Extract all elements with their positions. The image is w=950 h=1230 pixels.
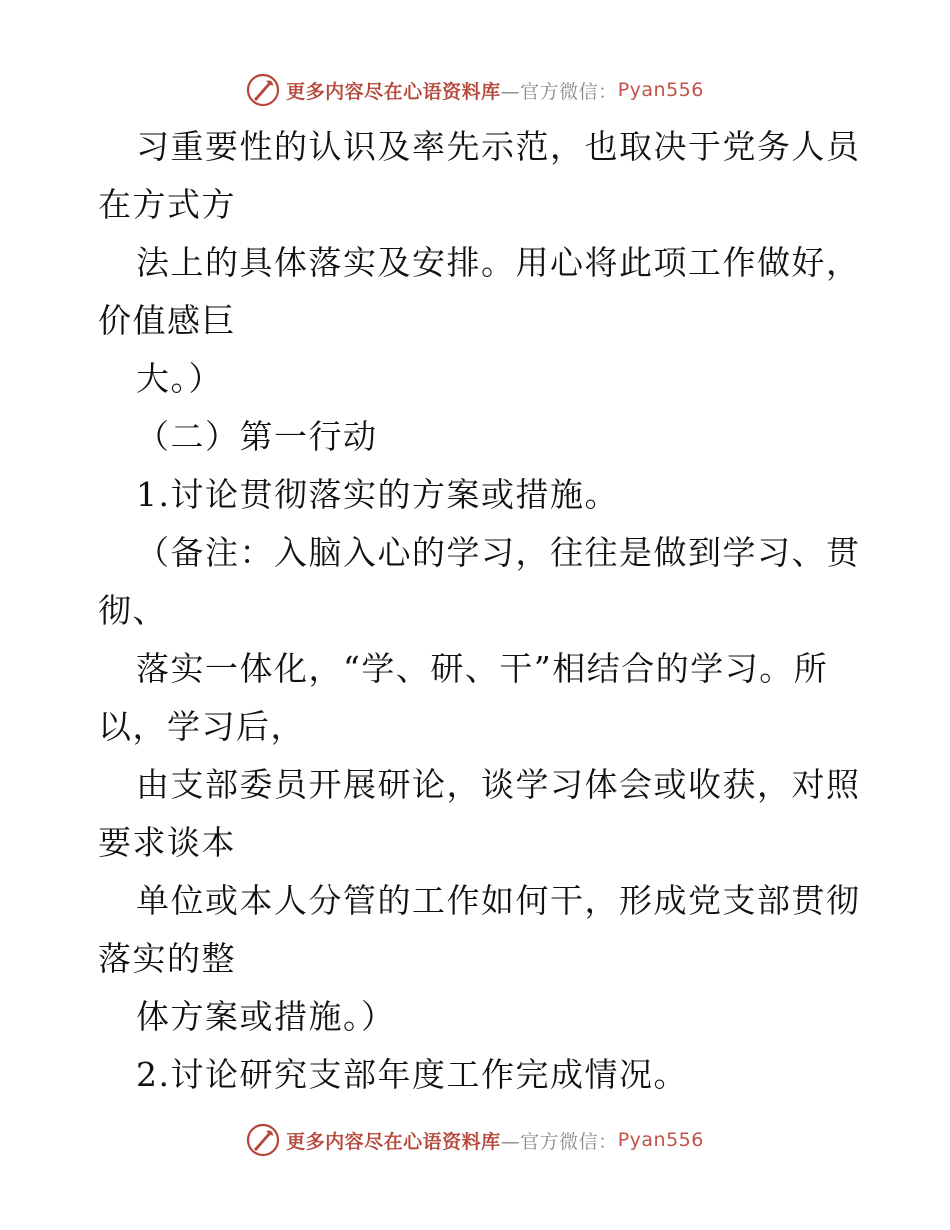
watermark-separator-text: —官方微信： — [500, 1130, 618, 1153]
quill-pen-logo-icon — [246, 1123, 280, 1157]
list-item: 1.讨论贯彻落实的方案或措施。 — [136, 475, 619, 514]
watermark-id-text: Pyan556 — [617, 1129, 704, 1151]
text-line: 价值感巨 — [98, 301, 236, 340]
text-line: 以，学习后， — [98, 707, 305, 746]
text-line: 单位或本人分管的工作如何干，形成党支部贯彻 — [136, 881, 861, 920]
watermark-main-text: 更多内容尽在心语资料库 — [286, 80, 501, 103]
text-line: 要求谈本 — [98, 823, 236, 862]
footer-watermark — [0, 1122, 950, 1158]
text-line: 落实一体化，“学、研、干”相结合的学习。所 — [136, 649, 829, 688]
watermark-separator-text: —官方微信： — [500, 80, 618, 103]
quill-pen-logo-icon — [246, 73, 280, 107]
list-item: 2.讨论研究支部年度工作完成情况。 — [136, 1055, 688, 1094]
text-line: 由支部委员开展研论，谈学习体会或收获，对照 — [136, 765, 861, 804]
text-line: 彻、 — [98, 591, 167, 630]
document-body — [98, 118, 861, 1104]
header-watermark — [0, 72, 950, 108]
watermark-main-text: 更多内容尽在心语资料库 — [286, 1130, 501, 1153]
text-line: 大。） — [136, 359, 223, 398]
text-line: 法上的具体落实及安排。用心将此项工作做好， — [136, 243, 861, 282]
text-line: 习重要性的认识及率先示范，也取决于党务人员 — [136, 127, 861, 166]
text-line: 落实的整 — [98, 939, 236, 978]
text-line: 体方案或措施。） — [136, 997, 396, 1036]
text-line: （备注：入脑入心的学习，往往是做到学习、贯 — [136, 533, 861, 572]
text-line: 在方式方 — [98, 185, 236, 224]
watermark-id-text: Pyan556 — [617, 79, 704, 101]
section-heading: （二）第一行动 — [136, 417, 378, 456]
